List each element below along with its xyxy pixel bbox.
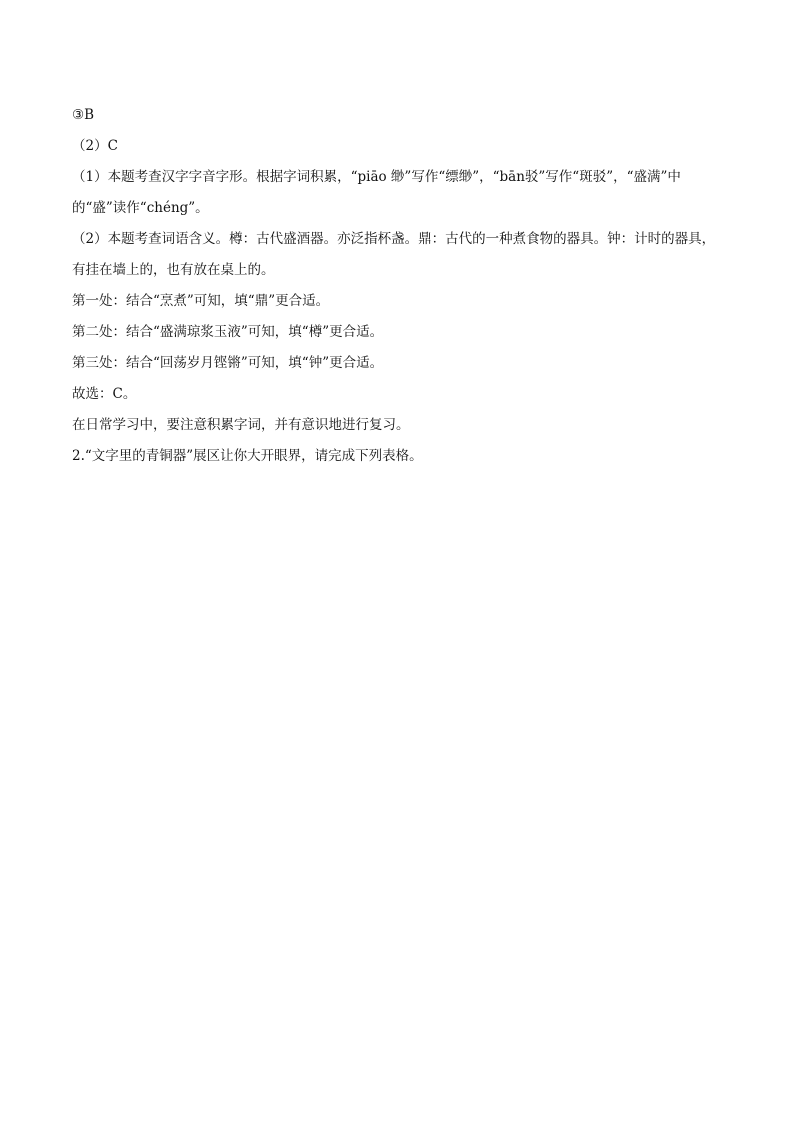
explanation-second-blank: 第二处：结合“盛满琼浆玉液”可知，填“樽”更合适。 <box>72 324 384 340</box>
explanation-part-2: （2）本题考查词语含义。樽：古代盛酒器。亦泛指杯盏。鼎：古代的一种煮食物的器具。钟：计时的器具，有挂在墙上的，也有放在桌上的。 <box>72 231 716 278</box>
answer-item-3: ③B <box>72 107 95 123</box>
question-2-prompt: 2.“文字里的青铜器”展区让你大开眼界，请完成下列表格。 <box>72 448 423 464</box>
explanation-first-blank: 第一处：结合“烹煮”可知，填“鼎”更合适。 <box>72 293 330 309</box>
answer-part-2: （2）C <box>72 138 118 154</box>
answer-choice: 故选：C。 <box>72 386 137 402</box>
explanation-third-blank: 第三处：结合“回荡岁月铿锵”可知，填“钟”更合适。 <box>72 355 384 371</box>
study-tip: 在日常学习中，要注意积累字词，并有意识地进行复习。 <box>72 417 410 433</box>
explanation-part-1: （1）本题考查汉字字音字形。根据字词积累，“piāo 缈”写作“缥缈”，“bān驳”写作“斑驳”，“盛满”中的“盛”读作“chéng”。 <box>72 169 681 216</box>
document-body <box>72 100 724 472</box>
